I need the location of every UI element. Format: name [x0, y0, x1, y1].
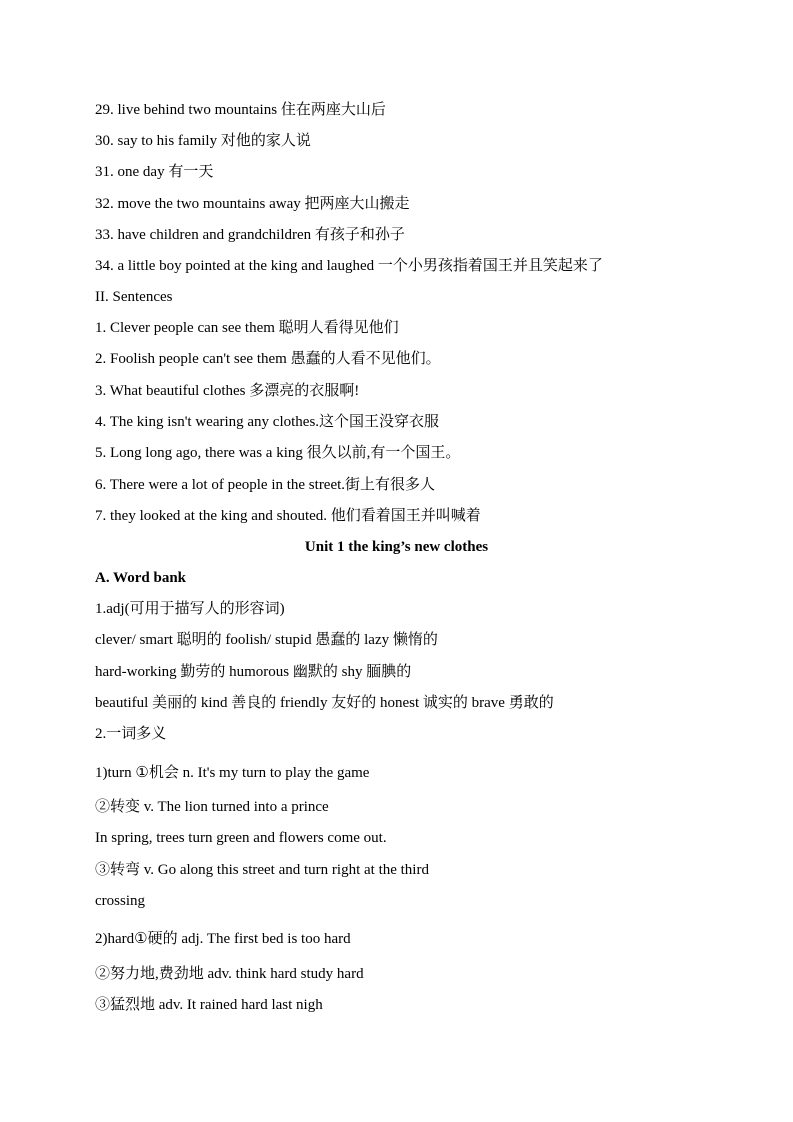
phrase-item: 29. live behind two mountains 住在两座大山后	[95, 102, 386, 118]
phrase-item: 30. say to his family 对他的家人说	[95, 133, 311, 149]
sentence-item: 2. Foolish people can't see them 愚蠢的人看不见他们。	[95, 351, 441, 367]
phrase-item: 32. move the two mountains away 把两座大山搬走	[95, 196, 410, 212]
sentence-item: 6. There were a lot of people in the street.街上有很多人	[95, 477, 436, 493]
hard-line: ②努力地,费劲地 adv. think hard study hard	[95, 966, 364, 982]
unit-title: Unit 1 the king’s new clothes	[304, 539, 489, 555]
turn-line: crossing	[95, 893, 145, 909]
turn-line: ③转弯 v. Go along this street and turn right at the third	[95, 862, 429, 878]
sentence-item: 3. What beautiful clothes 多漂亮的衣服啊!	[95, 383, 360, 399]
turn-line: ②转变 v. The lion turned into a prince	[95, 799, 329, 815]
adj-line: hard-working 勤劳的 humorous 幽默的 shy 腼腆的	[95, 664, 412, 680]
sentence-item: 7. they looked at the king and shouted. 他们看着国王并叫喊着	[95, 508, 481, 524]
turn-line: In spring, trees turn green and flowers come out.	[95, 830, 387, 846]
hard-line: 2)hard①硬的 adj. The first bed is too hard	[95, 931, 351, 947]
turn-line: 1)turn ①机会 n. It's my turn to play the game	[95, 765, 370, 781]
phrase-item: 33. have children and grandchildren 有孩子和孙子	[95, 227, 405, 243]
adj-heading: 1.adj(可用于描写人的形容词)	[95, 601, 285, 617]
adj-line: beautiful 美丽的 kind 善良的 friendly 友好的 honest 诚实的 brave 勇敢的	[95, 695, 554, 711]
sentence-item: 1. Clever people can see them 聪明人看得见他们	[95, 320, 399, 336]
adj-line: clever/ smart 聪明的 foolish/ stupid 愚蠢的 lazy 懒惰的	[95, 632, 438, 648]
sentences-heading: II. Sentences	[95, 289, 173, 305]
sentence-item: 5. Long long ago, there was a king 很久以前,有一个国王。	[95, 445, 461, 461]
sentence-item: 4. The king isn't wearing any clothes.这个国王没穿衣服	[95, 414, 440, 430]
phrase-item: 34. a little boy pointed at the king and laughed 一个小男孩指着国王并且笑起来了	[95, 258, 603, 274]
polysemy-heading: 2.一词多义	[95, 726, 167, 742]
word-bank-heading: A. Word bank	[95, 570, 187, 586]
phrase-item: 31. one day 有一天	[95, 164, 214, 180]
hard-line: ③猛烈地 adv. It rained hard last nigh	[95, 997, 323, 1013]
